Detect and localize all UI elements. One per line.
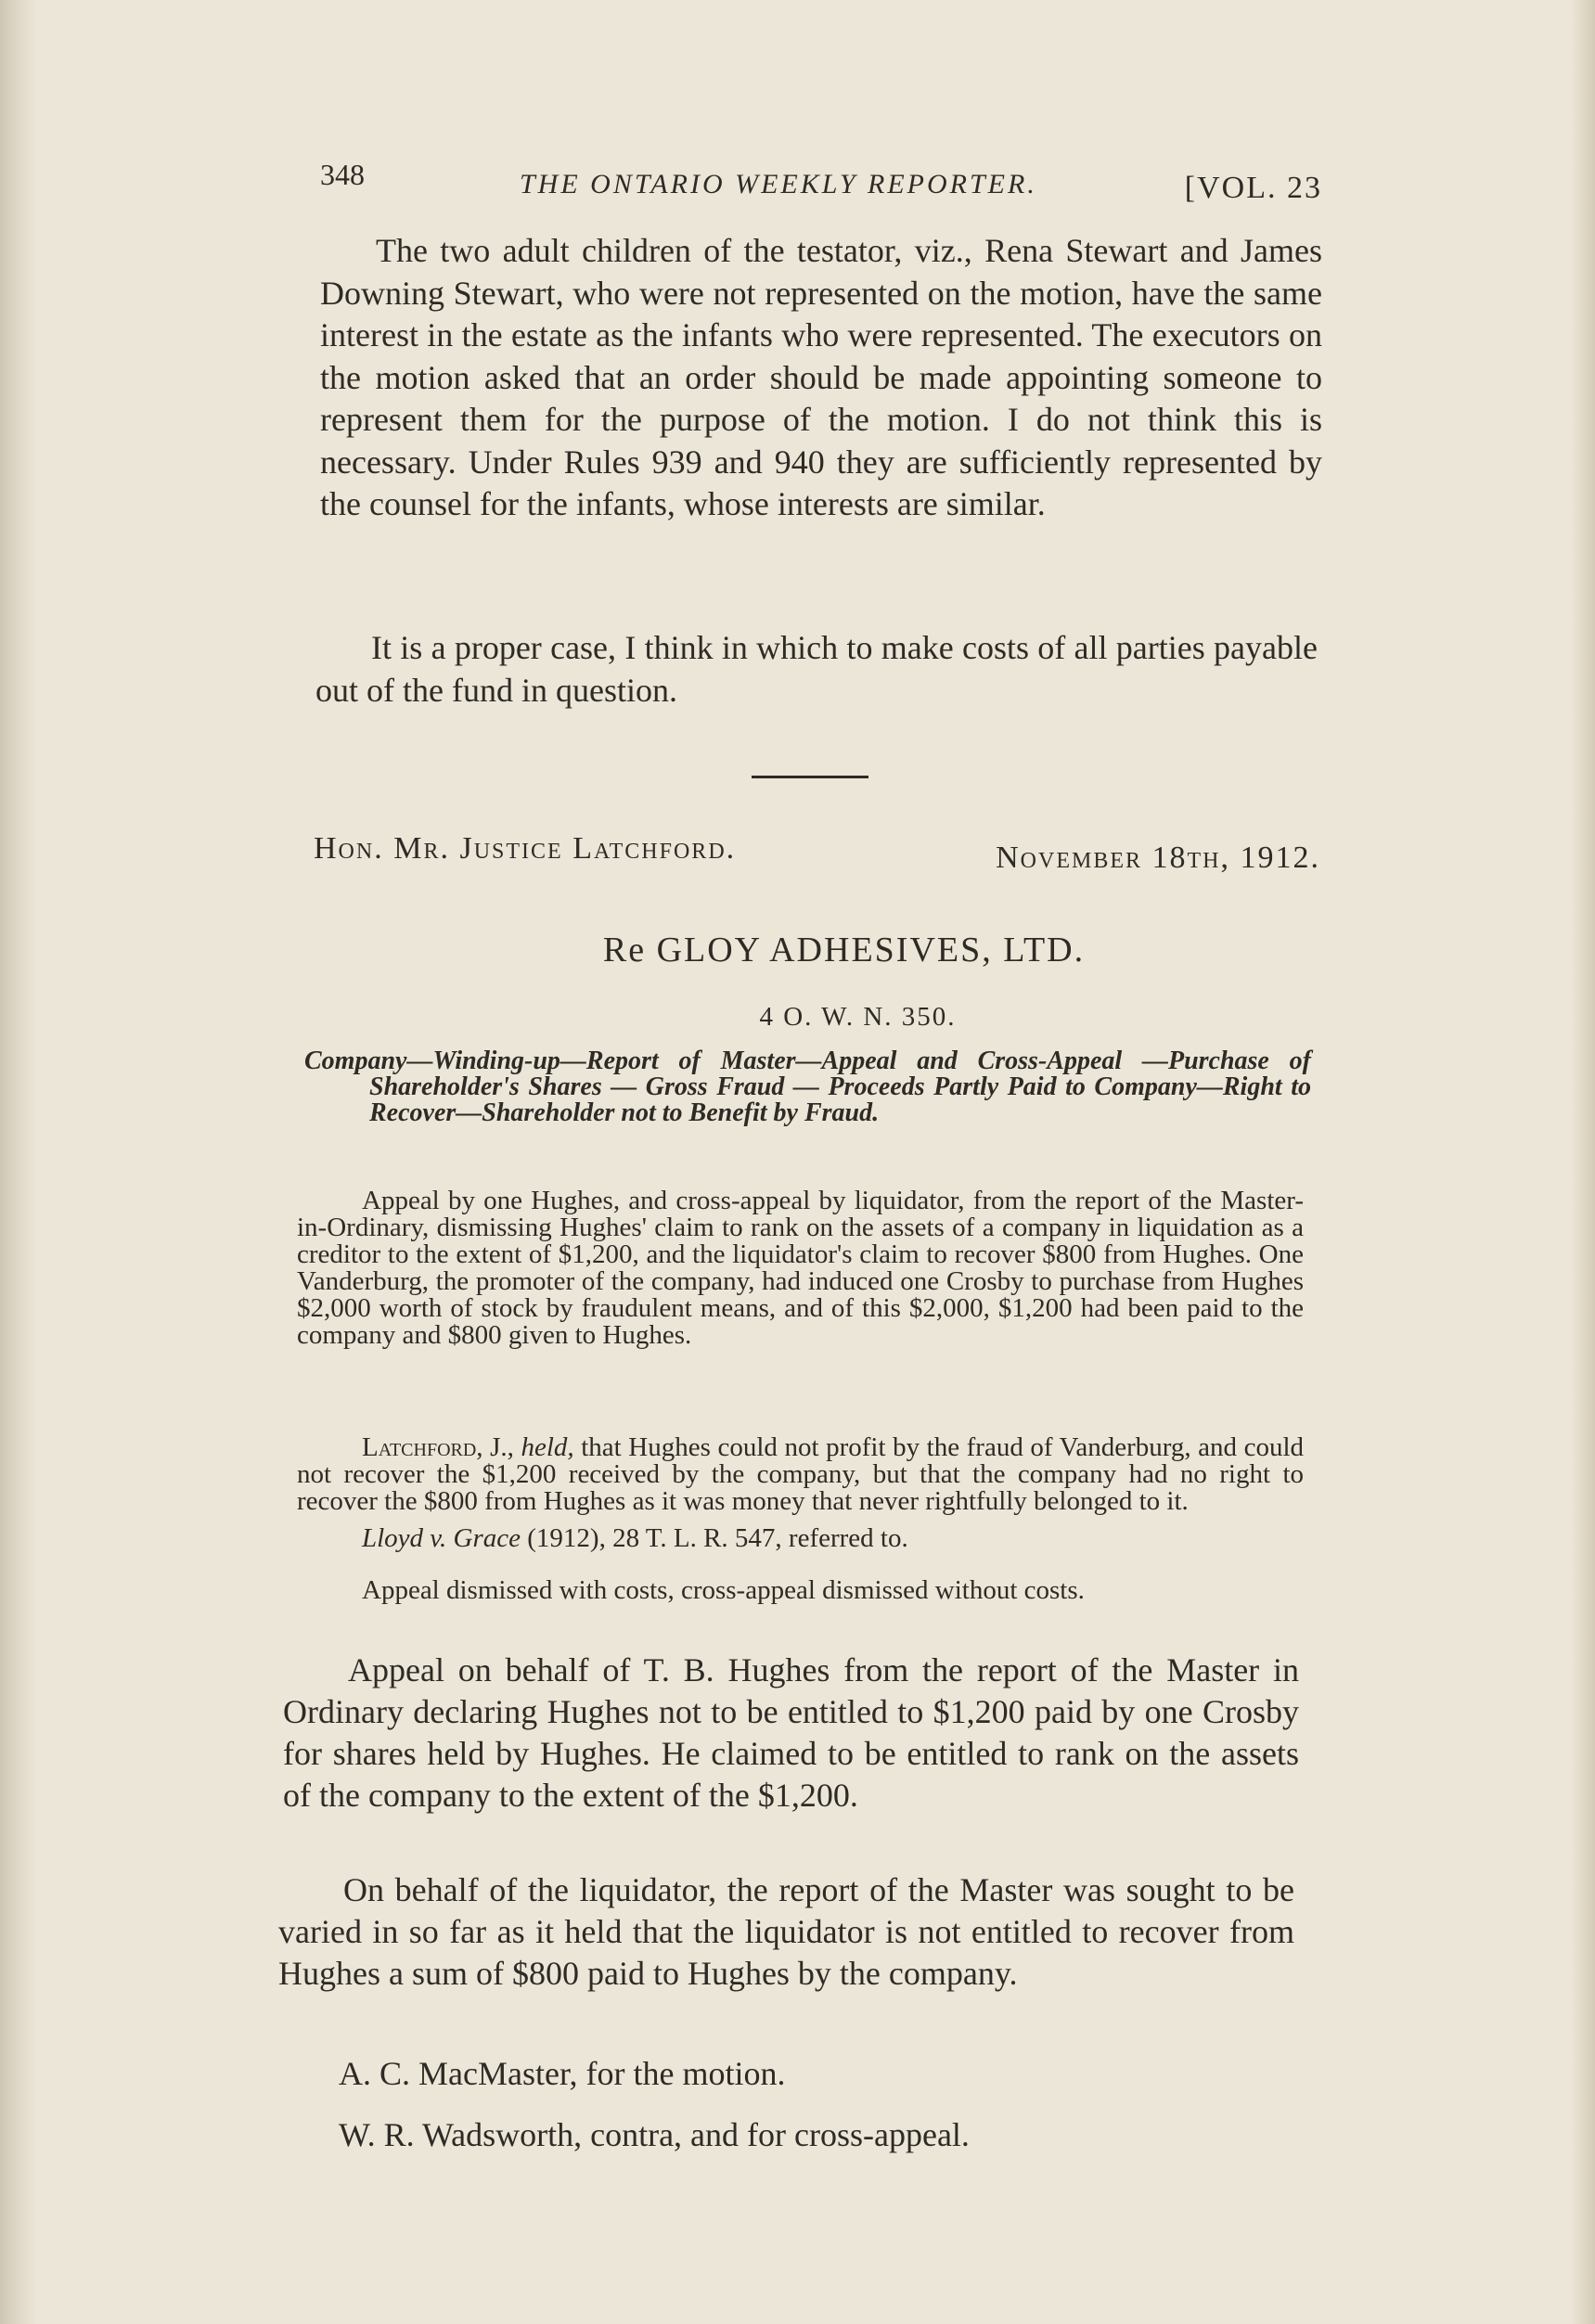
summary-disposition: Appeal dismissed with costs, cross-appeal dismissed without costs. <box>362 1575 1085 1605</box>
running-title: THE ONTARIO WEEKLY REPORTER. <box>520 169 1037 199</box>
paragraph-appeal: Appeal on behalf of T. B. Hughes from the report of the Master in Ordinary declaring Hughes not to be entitled to $1,200 paid by one Crosby for shares held by Hughes. He claimed to be entitled to rank on the assets of the company to the extent of the $1,200. <box>283 1651 1299 1814</box>
paragraph-costs: It is a proper case, I think in which to make costs of all parties payable out of the fund in question. <box>315 629 1318 709</box>
summary-holding <box>297 1434 1304 1515</box>
case-citation: 4 O. W. N. 350. <box>759 1002 957 1032</box>
page-number: 348 <box>320 158 365 191</box>
decision-date: November 18th, 1912. <box>996 841 1320 875</box>
section-divider <box>752 776 868 778</box>
holding-judge: Latchford, J., <box>362 1432 514 1462</box>
counsel-contra: W. R. Wadsworth, contra, and for cross-appeal. <box>339 2116 970 2153</box>
summary-authority <box>297 1525 1304 1552</box>
case-title: Re GLOY ADHESIVES, LTD. <box>602 931 1086 969</box>
page-header <box>320 158 1322 213</box>
page-edge-right <box>1571 0 1595 2324</box>
paragraph-liquidator: On behalf of the liquidator, the report of the Master was sought to be varied in so far as it held that the liquidator is not entitled to recover from Hughes a sum of $800 paid to Hughes by the company. <box>278 1871 1294 1992</box>
volume-label: [VOL. 23 <box>1184 171 1322 205</box>
holding-held: held, <box>521 1432 574 1462</box>
summary-facts: Appeal by one Hughes, and cross-appeal by liquidator, from the report of the Master-in-Ordinary, dismissing Hughes' claim to rank on the assets of a company in liquidation as a creditor to the extent of $1,200, and the liquidator's claim to recover $800 from Hughes. One Vanderburg, the promoter of the company, had induced one Crosby to purchase from Hughes $2,000 worth of stock by fraudulent means, and of this $2,000, $1,200 had been paid to the company and $800 given to Hughes. <box>297 1186 1304 1350</box>
headnote: Company—Winding-up—Report of Master—Appeal and Cross-Appeal —Purchase of Shareholder's Shares — Gross Fraud — Proceeds Partly Paid to Company—Right to Recover—Shareholder not to Benefit by Fraud. <box>304 1046 1311 1127</box>
page-edge-left <box>0 0 37 2324</box>
judge-name: Hon. Mr. Justice Latchford. <box>314 831 737 866</box>
counsel-motion: A. C. MacMaster, for the motion. <box>339 2055 786 2092</box>
authority-case: Lloyd v. Grace <box>362 1523 521 1553</box>
authority-citation: (1912), 28 T. L. R. 547, referred to. <box>527 1523 908 1553</box>
holding-text: that Hughes could not profit by the fraud of Vanderburg, and could not recover the $1,200 received by the company, but that the company had no right to recover the $800 from Hughes as it was money that never rightfully belonged to it. <box>297 1432 1305 1516</box>
judge-date-line <box>314 831 1320 878</box>
paragraph-adult-children: The two adult children of the testator, viz., Rena Stewart and James Downing Stewart, who were not represented on the motion, have the same interest in the estate as the infants who were represented. The executors on the motion asked that an order should be made appointing someone to represent them for the purpose of the motion. I do not think this is necessary. Under Rules 939 and 940 they are sufficiently represented by the counsel for the infants, whose interests are similar. <box>320 232 1322 522</box>
